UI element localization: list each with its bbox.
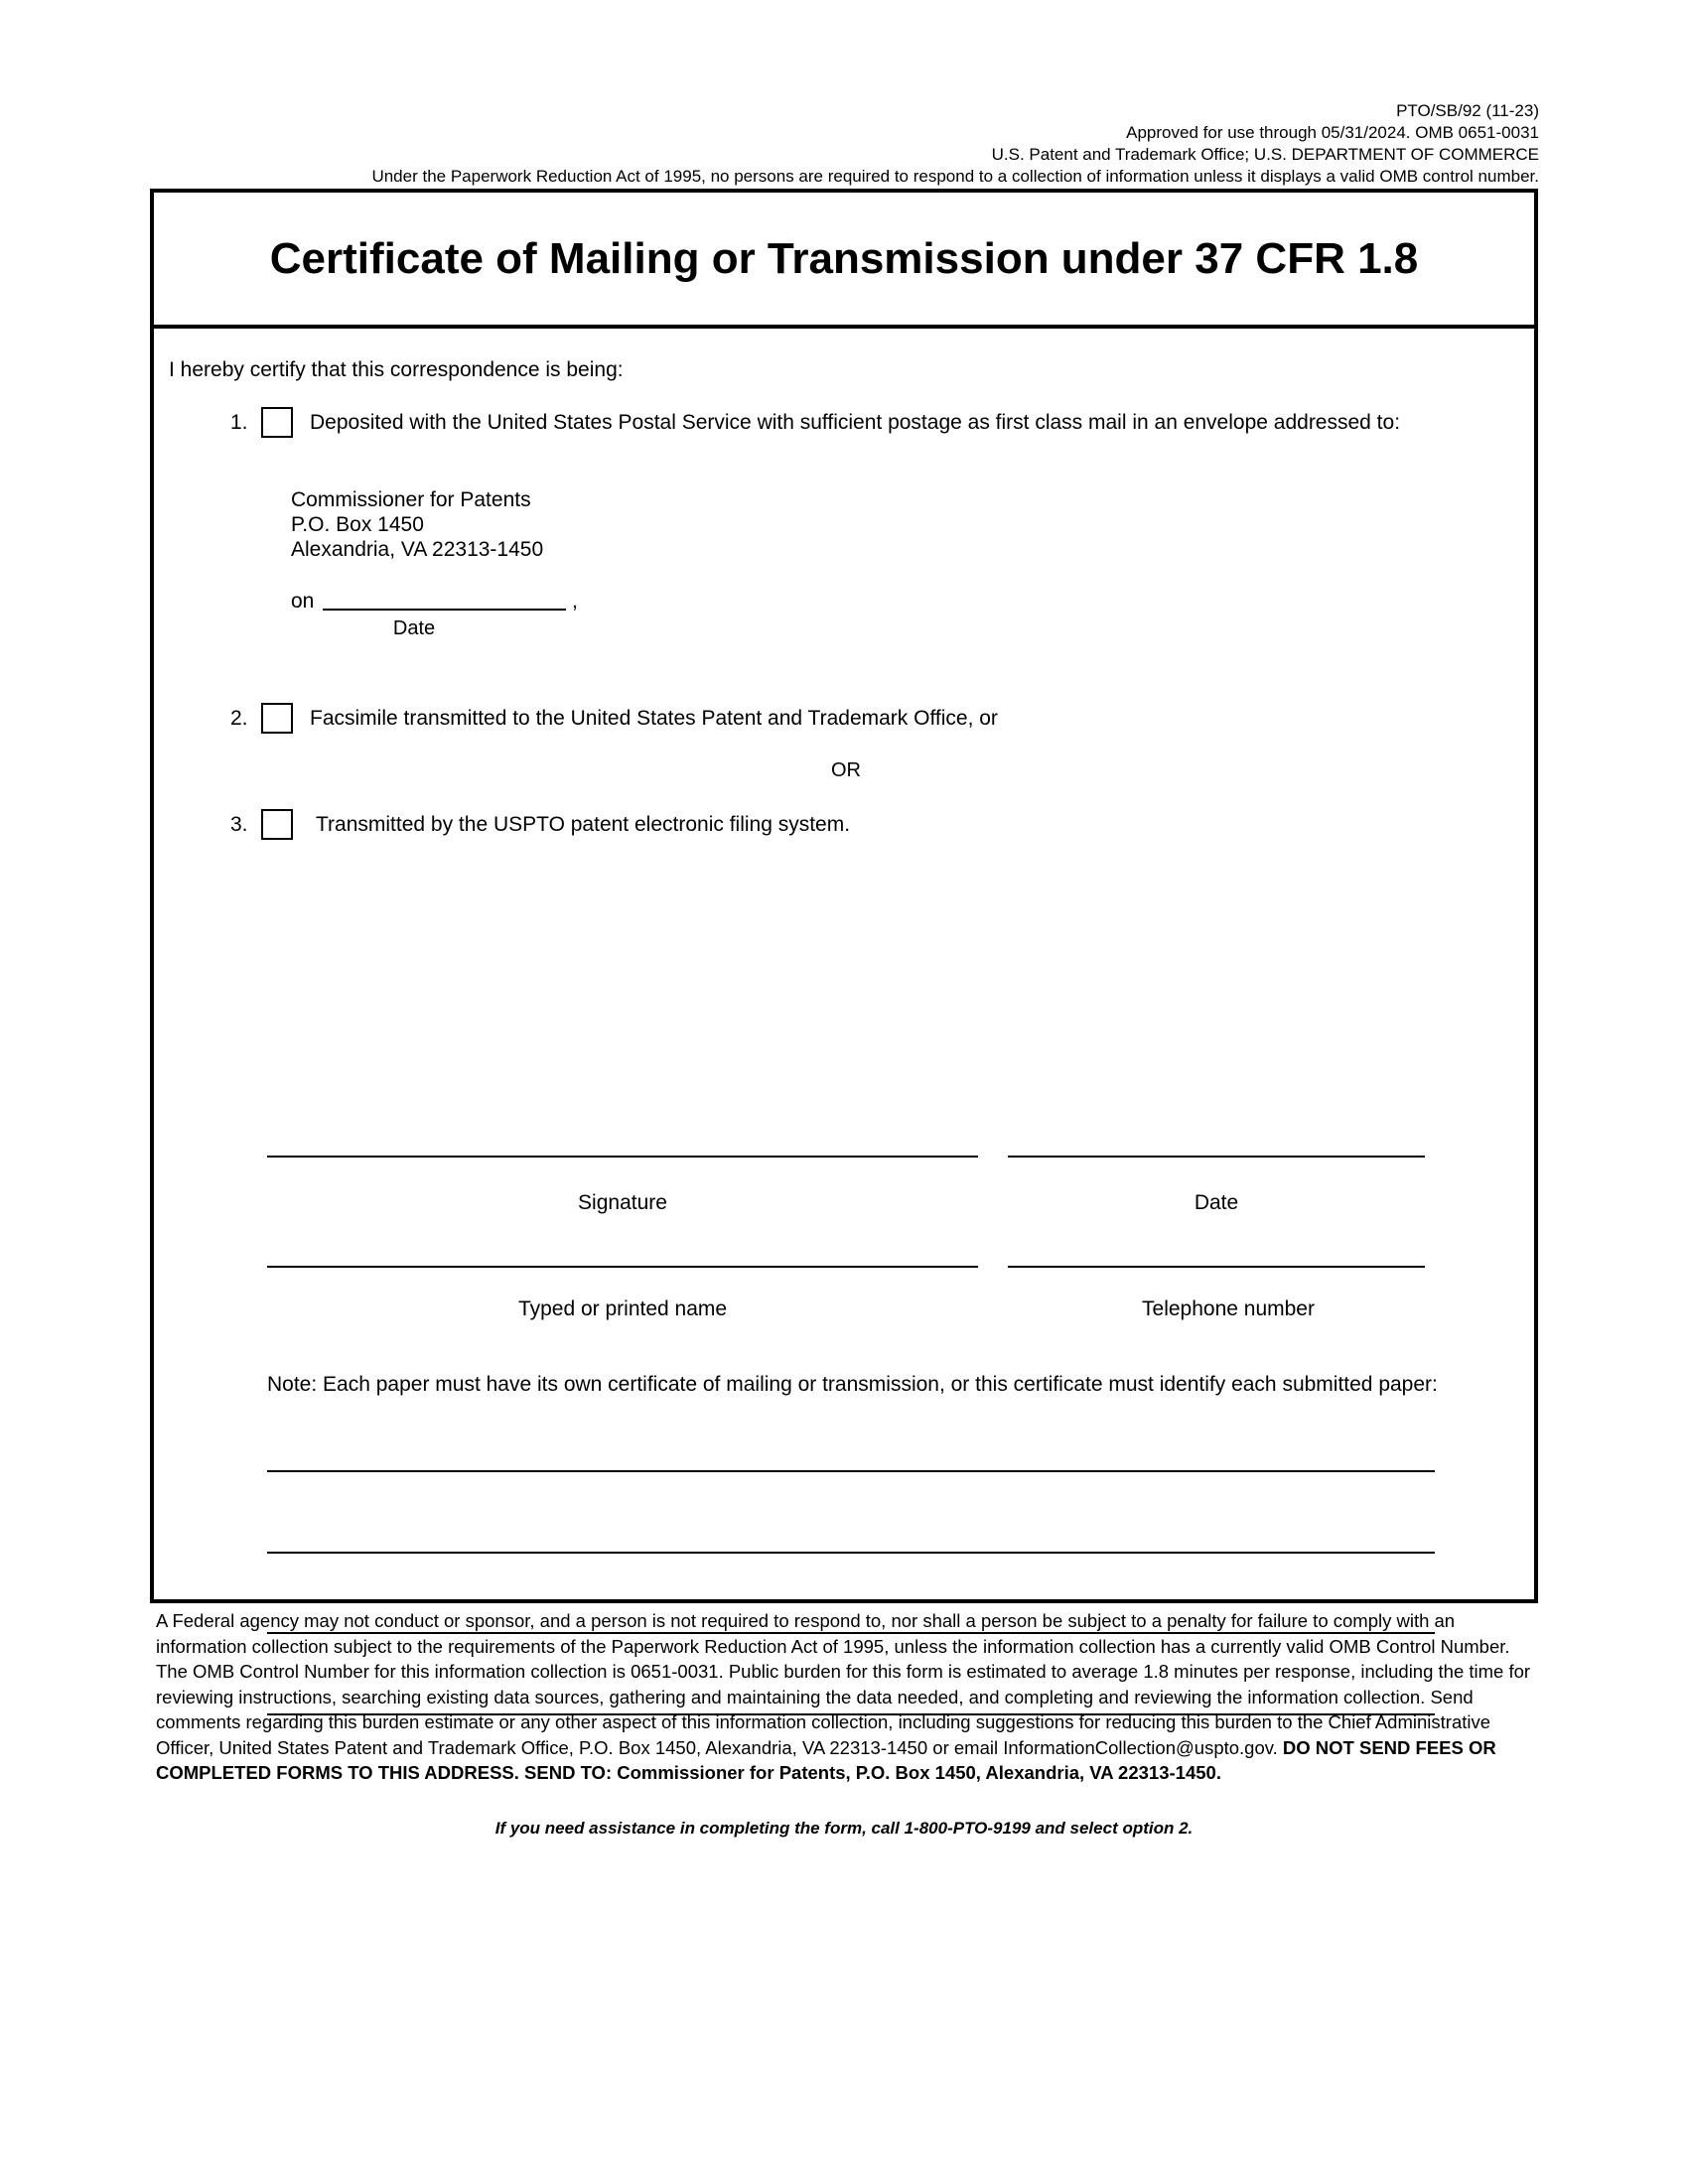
burden-statement [156,1608,1536,1786]
send-to-warning: DO NOT SEND FEES OR COMPLETED FORMS TO THIS ADDRESS. SEND TO: Commissioner for Patents, P.O. Box 1450, Alexandria, VA 22313-1450. [156,1736,1496,1783]
option-3-checkbox[interactable] [261,809,293,840]
mail-date-suffix: , [572,590,578,613]
mail-date-prefix: on [291,590,315,613]
paperwork-notice: Under the Paperwork Reduction Act of 1995, no persons are required to respond to a collection of information unless it displays a valid OMB control number. [371,167,1539,186]
option-1-checkbox[interactable] [261,407,293,438]
address-line-3: Alexandria, VA 22313-1450 [291,538,544,561]
option-3-text: Transmitted by the USPTO patent electronic filing system. [316,813,851,836]
option-2-number: 2. [230,707,248,730]
phone-label: Telephone number [1142,1297,1315,1320]
assistance-note: If you need assistance in completing the form, call 1-800-PTO-9199 and select option 2. [494,1819,1194,1838]
agency-name: U.S. Patent and Trademark Office; U.S. DEPARTMENT OF COMMERCE [991,145,1539,164]
signature-field[interactable] [267,1156,978,1158]
name-label: Typed or printed name [517,1297,728,1320]
date-field[interactable] [1008,1156,1425,1158]
paper-line-1[interactable] [267,1470,1435,1472]
burden-text: A Federal agency may not conduct or sponsor, and a person is not required to respond to, nor shall a person be subject to a penalty for failure to comply with an information collection subject to the requirements of the Paperwork Reduction Act of 1995, unless the information collection has a currently valid OMB Control Number. The OMB Control Number for this information collection is 0651-0031. Public burden for this form is estimated to average 1.8 minutes per response, including the time for reviewing instructions, searching existing data sources, gathering and maintaining the data needed, and completing and reviewing the information collection. Send comments regarding this burden estimate or any other aspect of this information collection, including suggestions for reducing this burden to the Chief Administrative Officer, United States Patent and Trademark Office, P.O. Box 1450, Alexandria, VA 22313-1450 or email InformationCollection@uspto.gov. [156,1610,1531,1758]
date-label: Date [1194,1191,1239,1214]
option-2-checkbox[interactable] [261,703,293,734]
omb-approval: Approved for use through 05/31/2024. OMB 0651-0031 [1126,123,1539,142]
signature-label: Signature [578,1191,667,1214]
form-frame [150,189,1538,1603]
or-divider: OR [831,759,861,781]
option-2-text: Facsimile transmitted to the United States Patent and Trademark Office, or [310,707,998,730]
form-number: PTO/SB/92 (11-23) [1396,101,1539,120]
mail-date-label: Date [392,617,436,639]
address-line-1: Commissioner for Patents [291,488,531,511]
form-title: Certificate of Mailing or Transmission under 37 CFR 1.8 [154,193,1534,329]
name-field[interactable] [267,1266,978,1268]
intro-text: I hereby certify that this correspondence is being: [169,358,624,381]
mail-date-field[interactable] [323,588,566,611]
option-1-text: Deposited with the United States Postal Service with sufficient postage as first class mail in an envelope addressed to: [310,411,1401,434]
option-1-number: 1. [230,411,248,434]
address-line-2: P.O. Box 1450 [291,513,424,536]
phone-field[interactable] [1008,1266,1425,1268]
paper-line-2[interactable] [267,1552,1435,1554]
option-3-number: 3. [230,813,248,836]
note-text: Note: Each paper must have its own certificate of mailing or transmission, or this certificate must identify each submitted paper: [267,1373,1438,1396]
